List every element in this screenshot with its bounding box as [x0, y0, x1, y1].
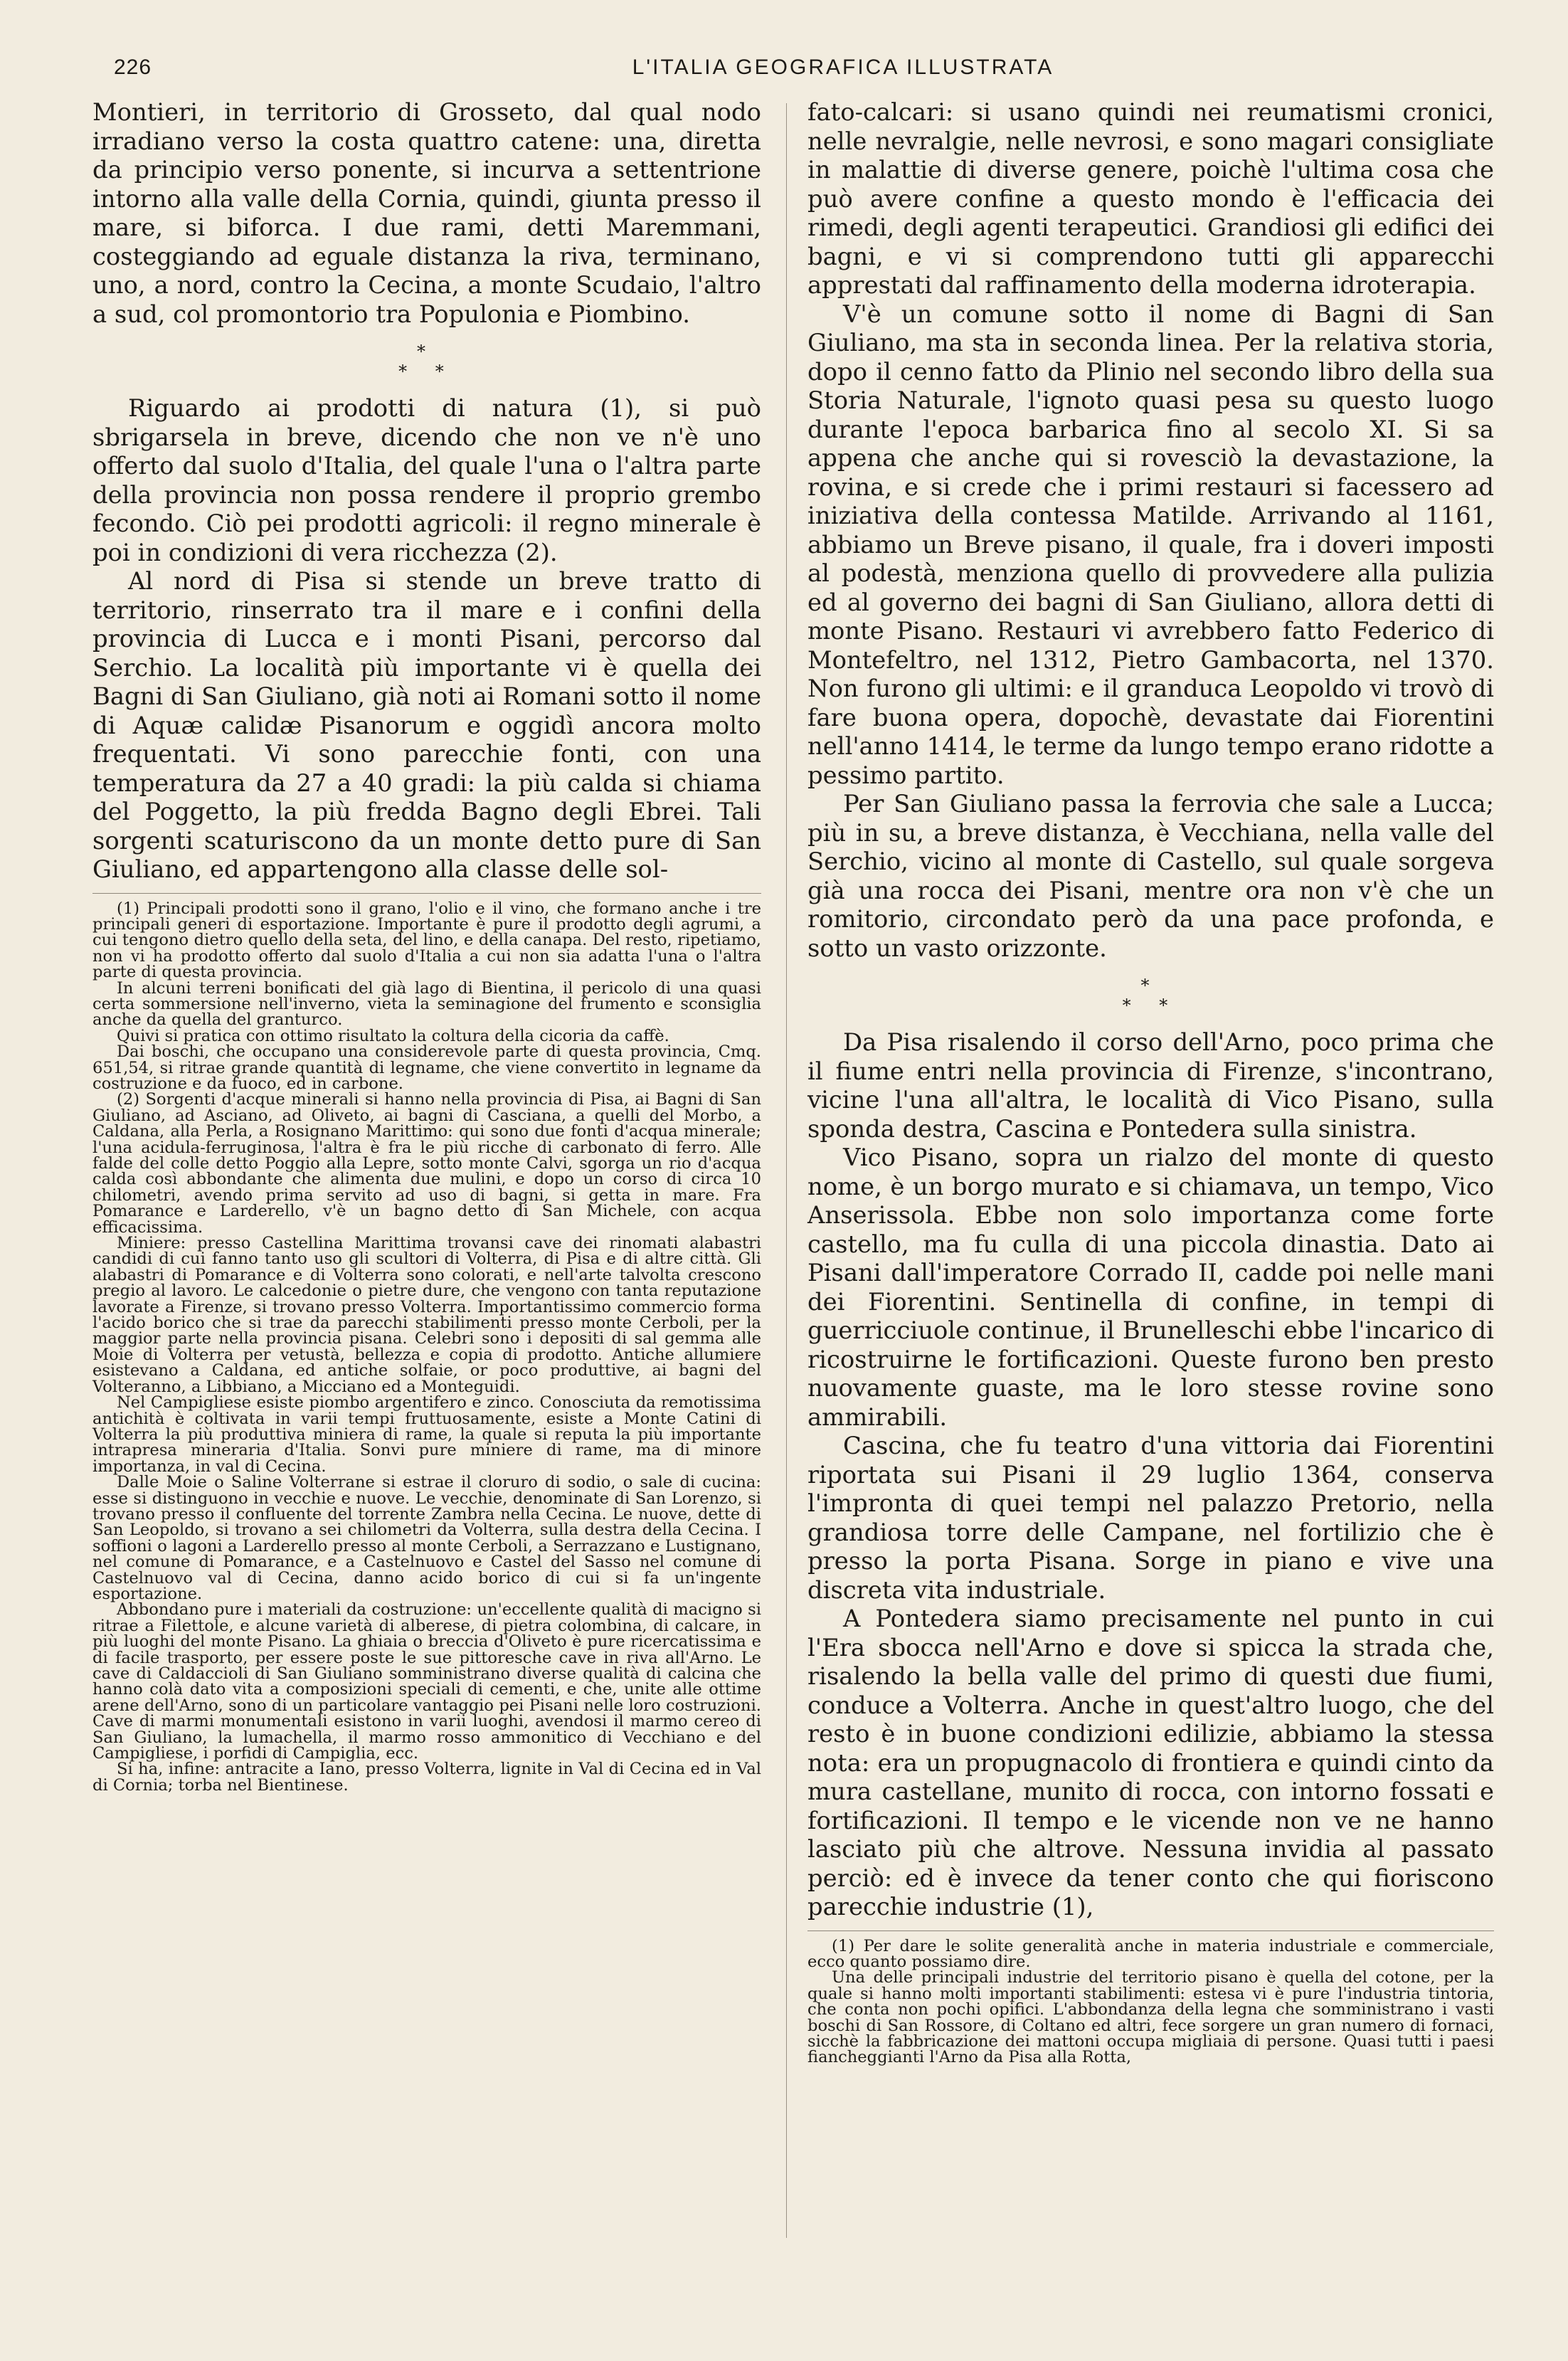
paragraph-pontedera: A Pontedera siamo precisamente nel punto in cui l'Era sbocca nell'Arno e dove si spicca la strada che, risalendo la bella valle del primo di questi due fiumi, conduce a Volterra. Anche in quest'altro luogo, che del resto è in buone condizioni edilizie, abbiamo la stessa nota: era un propugnacolo di frontiera e quindi cinto da mura castellane, munito di rocca, con intorno fossati e fortificazioni. Il tempo e le vicende non ve ne hanno lasciato più che altrove. Nessuna invidia al passato perciò: ed è invece da tener conto che qui fioriscono parecchie industrie (1), — [807, 1605, 1494, 1921]
footnote: Abbondano pure i materiali da costruzione: un'eccellente qualità di macigno si ritrae a Filettole, e alcune varietà di alberese, di pietra colombina, di calcare, in più luoghi del monte Pisano. La ghiaia o breccia d'Oliveto è pure ricercatissima e di facile trasporto, per essere poste le sue pittoresche cave in riva all'Arno. Le cave di Caldaccioli di San Giuliano somministrano diverse qualità di calcina che hanno colà dato vita a composizioni speciali di cementi, e che, unite alle ottime arene dell'Arno, sono di un particolare vantaggio pei Pisani nelle loro costruzioni. Cave di marmi monumentali esistono in varii luoghi, avendosi il marmo cereo di San Giuliano, la lumachella, il marmo rosso ammonitico di Vecchiano e del Campigliese, i porfidi di Campiglia, ecc. — [92, 1600, 761, 1763]
footnote: Si ha, infine: antracite a Iano, presso Volterra, lignite in Val di Cecina ed in Val di Cornia; torba nel Bientinese. — [92, 1760, 761, 1795]
footnote: (1) Per dare le solite generalità anche in materia industriale e commerciale, ecco quanto possiamo dire. — [807, 1936, 1494, 1971]
footnote: Quivi si pratica con ottimo risultato la coltura della cicoria da caffè. — [117, 1026, 669, 1045]
footnote: Dai boschi, che occupano una considerevole parte di questa provincia, Cmq. 651,54, si ritrae grande quantità di legname, che viene convertito in legname da costruzione e da fuoco, ed in carbone. — [92, 1042, 761, 1093]
footnote-separator — [92, 893, 761, 894]
page-number: 226 — [114, 56, 152, 79]
footnote: Una delle principali industrie del territorio pisano è quella del cotone, per la quale si hanno molti importanti stabilimenti: estesa vi è pure l'industria tintoria, che conta non pochi opifici. L'abbondanza della legna che somministrano i vasti boschi di San Rossore, di Coltano ed altri, fece sorgere un gran numero di fornaci, sicchè la fabbricazione dei mattoni occupa migliaia di persone. Quasi tutti i paesi fiancheggianti l'Arno da Pisa alla Rotta, — [807, 1968, 1494, 2067]
paragraph-bagni-san-giuliano: Al nord di Pisa si stende un breve tratto di territorio, rinserrato tra il mare e i confini della provincia di Lucca e i monti Pisani, percorso dal Serchio. La località più importante vi è quella dei Bagni di San Giuliano, già noti ai Romani sotto il nome di Aquæ calidæ Pisanorum e oggidì ancora molto frequentati. Vi sono parecchie fonti, con una temperatura da 27 a 40 gradi: la più calda si chiama del Poggetto, la più fredda Bagno degli Ebrei. Tali sorgenti scaturiscono da un monte detto pure di San Giuliano, ed appartengono alla classe delle sol- — [92, 567, 761, 883]
footnote: (2) Sorgenti d'acque minerali si hanno nella provincia di Pisa, ai Bagni di San Giuliano, ad Asciano, ad Oliveto, ai bagni di Casciana, a quelli del Morbo, a Caldana, alla Perla, a Rosignano Marittimo: qui sono due fonti d'acqua minerale; l'una acidula-ferruginosa, l'altra è fra le più ricche di carbonato di ferro. Alle falde del colle detto Poggio alla Lepre, sotto monte Calvi, sgorga un rio d'acqua calda così abbondante che alimenta due mulini, e dopo un corso di circa 10 chilometri, avendo prima servito ad uso di bagni, si getta in mare. Fra Pomarance e Larderello, v'è un bagno detto di San Michele, con acqua efficacissima. — [92, 1090, 761, 1237]
paragraph-cascina: Cascina, che fu teatro d'una vittoria dai Fiorentini riportata sui Pisani il 29 luglio 1364, conserva l'impronta di quei tempi nel palazzo Pretorio, nella grandiosa torre delle Campane, nel fortilizio che è presso la porta Pisana. Sorge in piano e vive una discreta vita industriale. — [807, 1432, 1494, 1604]
page-header — [114, 56, 1487, 91]
right-column — [807, 98, 1494, 2066]
section-break: * * * — [398, 342, 455, 381]
section-break: * * * — [1122, 976, 1180, 1015]
column-divider — [786, 103, 787, 2238]
paragraph-fato-calcari: fato-calcari: si usano quindi nei reumatismi cronici, nelle nevralgie, nelle nevrosi, e sono magari consigliate in malattie di diverse genere, poichè l'ultima cosa che può avere confine a questo mondo è l'efficacia dei rimedi, degli agenti terapeutici. Grandiosi gli edifici dei bagni, e vi si comprendono tutti gli apparecchi apprestati dal raffinamento della moderna idroterapia. — [807, 98, 1494, 299]
paragraph-montieri: Montieri, in territorio di Grosseto, dal qual nodo irradiano verso la costa quattro catene: una, diretta da principio verso ponente, si incurva a settentrione intorno alla valle della Cornia, quindi, giunta presso il mare, si biforca. I due rami, detti Maremmani, costeggiando ad eguale distanza la riva, terminano, uno, a nord, contro la Cecina, a monte Scudaio, l'altro a sud, col promontorio tra Populonia e Piombino. — [92, 98, 761, 328]
paragraph-vico-pisano: Vico Pisano, sopra un rialzo del monte di questo nome, è un borgo murato e si chiamava, un tempo, Vico Anserissola. Ebbe non solo importanza come forte castello, ma fu culla di una piccola dinastia. Dato ai Pisani dall'imperatore Corrado II, cadde poi nelle mani dei Fiorentini. Sentinella di confine, in tempi di guerricciuole continue, il Brunelleschi ebbe l'incarico di ricostruirne le fortificazioni. Queste furono ben presto nuovamente guaste, ma le loro stesse rovine sono ammirabili. — [807, 1143, 1494, 1431]
footnote: Nel Campigliese esiste piombo argentifero e zinco. Conosciuta da remotissima antichità è coltivata in varii tempi fruttuosamente, esiste a Monte Catini di Volterra la più produttiva miniera di rame, la quale si reputa la più importante intrapresa mineraria d'Italia. Sonvi pure miniere di rame, ma di minore importanza, in val di Cecina. — [92, 1393, 761, 1476]
footnote: (1) Principali prodotti sono il grano, l'olio e il vino, che formano anche i tre principali generi di esportazione. Importante è pure il prodotto degli agrumi, a cui tengono dietro quello della seta, del lino, e della canapa. Del resto, ripetiamo, non vi ha prodotto offerto dal suolo d'Italia a cui non sia adatta l'una o l'altra parte di questa provincia. — [92, 899, 761, 982]
paragraph-comune-bagni: V'è un comune sotto il nome di Bagni di San Giuliano, ma sta in seconda linea. Per la relativa storia, dopo il cenno fatto da Plinio nel secondo libro della sua Storia Naturale, l'ignoto quasi pesa su questo luogo durante l'epoca barbarica fino al secolo XI. Si sa appena che anche qui si rovesciò la devastazione, la rovina, e si crede che i primi restauri si facessero ad iniziativa della contessa Matilde. Arrivando al 1161, abbiamo un Breve pisano, il quale, fra i doveri imposti al podestà, menziona quello di provvedere alla pulizia ed al governo dei bagni di San Giuliano, allora detti di monte Pisano. Restauri vi avrebbero fatto Federico di Montefeltro, nel 1312, Pietro Gambacorta, nel 1370. Non furono gli ultimi: e il granduca Leopoldo vi trovò di fare buona opera, dopochè, devastate dai Fiorentini nell'anno 1414, le terme da lungo tempo erano ridotte a pessimo partito. — [807, 300, 1494, 789]
paragraph-arno: Da Pisa risalendo il corso dell'Arno, poco prima che il fiume entri nella provincia di Firenze, s'incontrano, vicine l'una all'altra, le località di Vico Pisano, sulla sponda destra, Cascina e Pontedera sulla sinistra. — [807, 1028, 1494, 1143]
footnote: Dalle Moie o Saline Volterrane si estrae il cloruro di sodio, o sale di cucina: esse si distinguono in vecchie e nuove. Le vecchie, denominate di San Lorenzo, si trovano presso il confluente del torrente Zambra nella Cecina. Le nuove, dette di San Leopoldo, si trovano a sei chilometri da Volterra, sulla destra della Cecina. I soffioni o lagoni a Larderello presso al monte Cerboli, a Serrazzano e Lustignano, nel comune di Pomarance, e a Castelnuovo e Castel del Sasso nel comune di Castelnuovo val di Cecina, danno acido borico di cui si fa un'ingente esportazione. — [92, 1473, 761, 1603]
footnote: Miniere: presso Castellina Marittima trovansi cave dei rinomati alabastri candidi di cui fanno tanto uso gli scultori di Volterra, di Pisa e di altre città. Gli alabastri di Pomarance e di Volterra sono colorati, e nell'arte talvolta crescono pregio al lavoro. Le calcedonie o pietre dure, che vengono con tanta reputazione lavorate a Firenze, si trovano presso Volterra. Importantissimo commercio forma l'acido borico che si trae da parecchi stabilimenti presso monte Cerboli, per la maggior parte nella provincia pisana. Celebri sono i depositi di sal gemma alle Moie di Volterra per vetustà, bellezza e copia di prodotto. Antiche allumiere esistevano a Caldana, ed antiche solfaie, or poco produttive, ai bagni del Volteranno, a Libbiano, a Micciano ed a Monteguidi. — [92, 1234, 761, 1396]
left-column — [92, 98, 761, 1793]
footnote-separator — [807, 1930, 1494, 1931]
footnote: In alcuni terreni bonificati del già lago di Bientina, il pericolo di una quasi certa sommersione nell'inverno, vieta la seminagione del frumento e sconsiglia anche da quella del granturco. — [92, 978, 761, 1030]
paragraph-vecchiana: Per San Giuliano passa la ferrovia che sale a Lucca; più in su, a breve distanza, è Vecchiana, nella valle del Serchio, vicino al monte di Castello, sul quale sorgeva già una rocca dei Pisani, mentre ora non v'è che un romitorio, circondato però da una pace profonda, e sotto un vasto orizzonte. — [807, 790, 1494, 962]
paragraph-prodotti: Riguardo ai prodotti di natura (1), si può sbrigarsela in breve, dicendo che non ve n'è uno offerto dal suolo d'Italia, del quale l'una o l'altra parte della provincia non possa rendere il proprio grembo fecondo. Ciò pei prodotti agricoli: il regno minerale è poi in condizioni di vera ricchezza (2). — [92, 394, 761, 566]
running-title: L'ITALIA GEOGRAFICA ILLUSTRATA — [632, 56, 1054, 79]
